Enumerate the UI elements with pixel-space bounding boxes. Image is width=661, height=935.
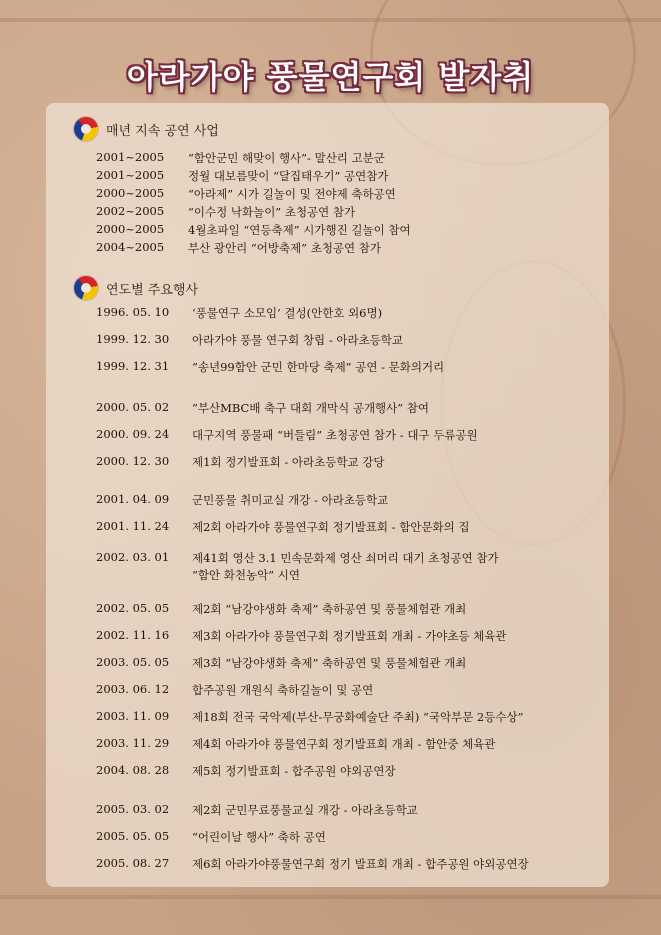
taegeuk-icon (74, 117, 98, 141)
event-date: 2000. 05. 02 (96, 400, 170, 414)
event-text-line-2: “함안 화천농악” 시연 (192, 568, 300, 582)
event-text: 제1회 정기발표회 - 아라초등학교 강당 (192, 455, 385, 469)
list-item (96, 736, 495, 753)
event-date: 1996. 05. 10 (96, 305, 170, 319)
event-text: “송년99함안 군민 한마당 축제” 공연 - 문화의거리 (192, 360, 445, 374)
list-item (96, 628, 507, 645)
event-text: 아라가야 풍물 연구회 창립 - 아라초등학교 (192, 333, 404, 347)
event-date: 2002. 03. 01 (96, 550, 170, 564)
event-date: 2005. 08. 27 (96, 856, 170, 870)
list-item (96, 802, 418, 819)
event-date: 2003. 06. 12 (96, 682, 170, 696)
list-item (96, 655, 466, 672)
event-date: 2003. 05. 05 (96, 655, 170, 669)
event-text: “이수정 낙화놀이” 초청공연 참가 (188, 205, 356, 219)
event-text: 합주공원 개원식 축하길놀이 및 공연 (192, 683, 374, 697)
section-title: 연도별 주요행사 (106, 282, 199, 298)
event-date: 1999. 12. 31 (96, 359, 170, 373)
event-date: 2000. 09. 24 (96, 427, 170, 441)
event-date: 2004. 08. 28 (96, 763, 170, 777)
list-item (96, 150, 385, 167)
list-item (96, 763, 396, 780)
event-date: 2000. 12. 30 (96, 454, 170, 468)
background-pattern-band (0, 895, 661, 899)
event-date: 2004~2005 (96, 240, 165, 254)
section-yearly-heading (74, 276, 198, 300)
event-text: “부산MBC배 축구 대회 개막식 공개행사” 참여 (192, 401, 430, 415)
event-text-line-1: 제41회 영산 3.1 민속문화제 영산 쇠머리 대기 초청공연 참가 (192, 551, 499, 565)
list-item (96, 519, 470, 536)
list-item (96, 168, 388, 185)
event-date: 2005. 03. 02 (96, 802, 170, 816)
event-date: 2000~2005 (96, 186, 165, 200)
list-item (96, 829, 326, 846)
event-text: 정월 대보름맞이 “달집태우기” 공연참가 (188, 169, 389, 183)
event-text: ‘풍물연구 소모임’ 결성(안한호 외6명) (192, 306, 383, 320)
event-text: 4월초파일 “연등축제” 시가행진 길놀이 참여 (188, 223, 411, 237)
event-date: 2000~2005 (96, 222, 165, 236)
page-title: 아라가야 풍물연구회 발자취 (126, 58, 535, 96)
list-item (96, 222, 411, 239)
event-text: 대구지역 풍물패 “버들림” 초청공연 참가 - 대구 두류공원 (192, 428, 478, 442)
event-date: 2001~2005 (96, 168, 165, 182)
event-date: 2001~2005 (96, 150, 165, 164)
list-item (96, 550, 499, 584)
event-text: 제6회 아라가야풍물연구회 정기 발표회 개최 - 합주공원 야외공연장 (192, 857, 529, 871)
list-item (96, 305, 382, 322)
event-text: 제18회 전국 국악제(부산-무궁화예술단 주최) “국악부문 2등수상” (192, 710, 524, 724)
list-item (96, 601, 466, 618)
event-date: 2001. 04. 09 (96, 492, 170, 506)
event-date: 1999. 12. 30 (96, 332, 170, 346)
event-text: “아라제” 시가 길놀이 및 전야제 축하공연 (188, 187, 396, 201)
list-item (96, 400, 429, 417)
list-item (96, 332, 403, 349)
event-date: 2002. 11. 16 (96, 628, 170, 642)
list-item (96, 204, 355, 221)
event-text: “어린이날 행사” 축하 공연 (192, 830, 326, 844)
event-text (192, 550, 499, 584)
list-item (96, 359, 444, 376)
list-item (96, 492, 388, 509)
event-date: 2003. 11. 09 (96, 709, 170, 723)
event-text: 제2회 “남강야생화 축제” 축하공연 및 풍물체험관 개최 (192, 602, 467, 616)
event-text: “함안군민 해맞이 행사”- 말산리 고분군 (188, 151, 385, 165)
event-text: 군민풍물 취미교실 개강 - 아라초등학교 (192, 493, 389, 507)
event-text: 제2회 아라가야 풍물연구회 정기발표회 - 함안문화의 집 (192, 520, 470, 534)
list-item (96, 427, 478, 444)
event-text: 제4회 아라가야 풍물연구회 정기발표회 개최 - 함안중 체육관 (192, 737, 496, 751)
list-item (96, 186, 396, 203)
event-text: 제3회 아라가야 풍물연구회 정기발표회 개최 - 가야초등 체육관 (192, 629, 507, 643)
event-date: 2001. 11. 24 (96, 519, 170, 533)
event-date: 2003. 11. 29 (96, 736, 170, 750)
list-item (96, 682, 373, 699)
event-text: 제2회 군민무료풍물교실 개강 - 아라초등학교 (192, 803, 418, 817)
event-text: 제5회 정기발표회 - 합주공원 야외공연장 (192, 764, 396, 778)
list-item (96, 454, 384, 471)
event-date: 2002~2005 (96, 204, 165, 218)
list-item (96, 240, 381, 257)
event-date: 2002. 05. 05 (96, 601, 170, 615)
list-item (96, 856, 529, 873)
section-title: 매년 지속 공연 사업 (106, 123, 219, 139)
event-text: 부산 광안리 “어방축제” 초청공연 참가 (188, 241, 382, 255)
event-date: 2005. 05. 05 (96, 829, 170, 843)
event-text: 제3회 “남강야생화 축제” 축하공연 및 풍물체험관 개최 (192, 656, 467, 670)
taegeuk-icon (74, 276, 98, 300)
section-annual-heading (74, 117, 219, 141)
list-item (96, 709, 523, 726)
